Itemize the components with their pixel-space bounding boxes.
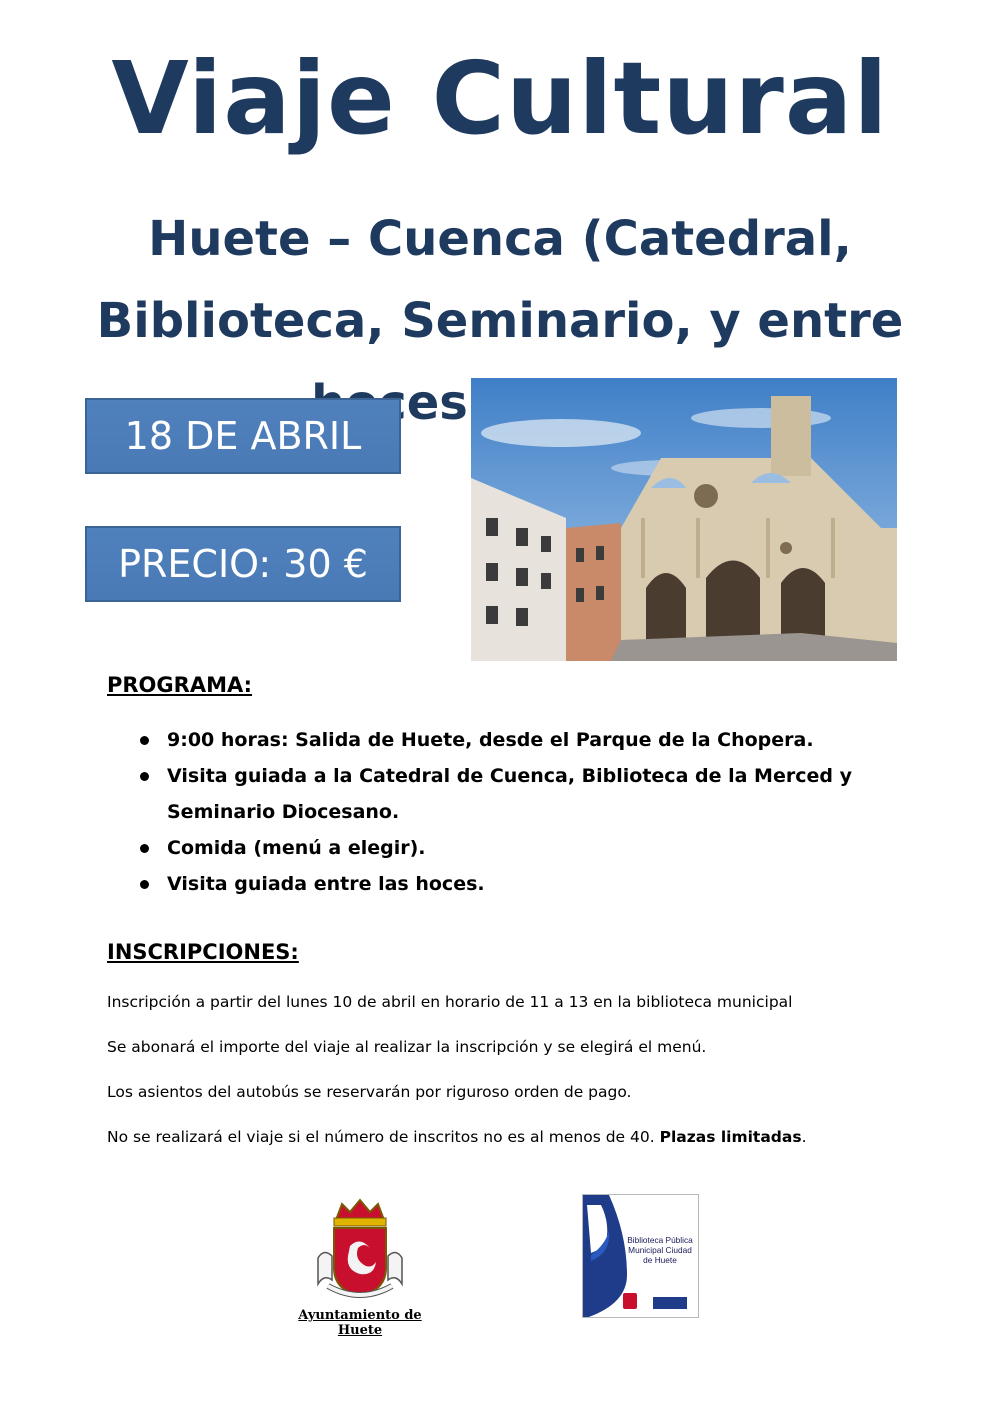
program-list [137,722,877,902]
cathedral-photo [471,378,897,661]
seats-paragraph: Los asientos del autobús se reservarán por riguroso orden de pago. [107,1083,632,1101]
list-item: Comida (menú a elegir). [137,830,877,866]
minimum-paragraph [107,1126,907,1148]
ayuntamiento-caption: Ayuntamiento de Huete [298,1308,422,1338]
biblioteca-text: Biblioteca Pública Municipal Ciudad de Huete [627,1235,693,1265]
biblioteca-logo [582,1194,699,1318]
inscripcion-paragraph: Inscripción a partir del lunes 10 de abril en horario de 11 a 13 en la biblioteca municipal [107,993,793,1011]
poster-title: Viaje Cultural [111,40,889,157]
date-box: 18 DE ABRIL [85,398,401,474]
coat-of-arms-icon [314,1198,406,1306]
minimum-text: No se realizará el viaje si el número de inscritos no es al menos de 40. [107,1128,655,1146]
ayuntamiento-logo [284,1198,436,1338]
list-item: 9:00 horas: Salida de Huete, desde el Parque de la Chopera. [137,722,877,758]
list-item: Visita guiada a la Catedral de Cuenca, Biblioteca de la Merced y Seminario Diocesano. [137,758,877,830]
price-box: PRECIO: 30 € [85,526,401,602]
programa-heading: PROGRAMA: [107,673,253,697]
inscripciones-heading: INSCRIPCIONES: [107,940,299,964]
payment-paragraph: Se abonará el importe del viaje al realizar la inscripción y se elegirá el menú. [107,1038,707,1056]
list-item: Visita guiada entre las hoces. [137,866,877,902]
limited-places-text: Plazas limitadas [659,1128,802,1146]
minimum-period: . [801,1128,807,1146]
poster-subtitle: Huete – Cuenca (Catedral, Biblioteca, Seminario, y entre hoces)- [96,211,904,431]
